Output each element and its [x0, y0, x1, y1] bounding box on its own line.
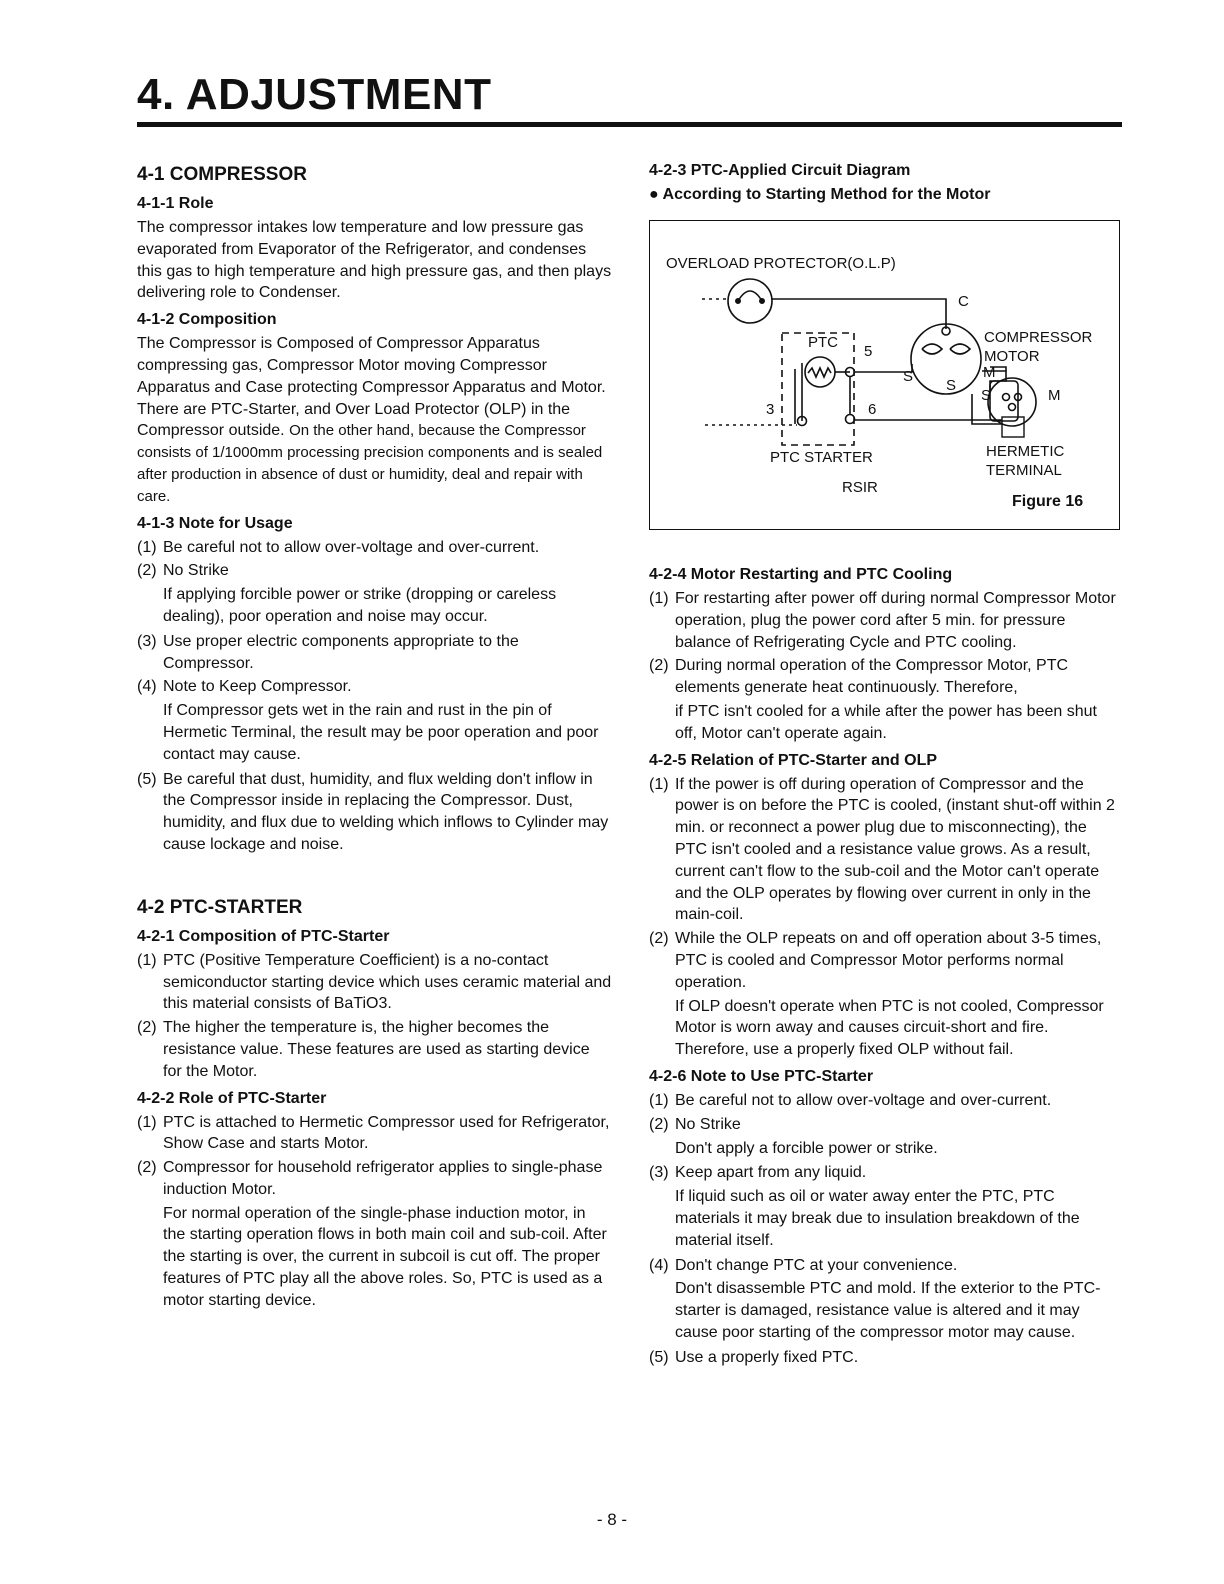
list-item-number: (1)	[649, 590, 669, 607]
ptc-composition-list	[137, 950, 612, 1083]
subsection-heading-ptc-composition: 4-2-1 Composition of PTC-Starter	[137, 927, 390, 945]
list-item	[137, 950, 612, 1015]
list-item-number: (5)	[137, 770, 157, 788]
composition-paragraph	[137, 333, 612, 507]
section-spacer	[137, 858, 612, 896]
list-item	[137, 769, 612, 856]
circuit-bullet: ● According to Starting Method for the Motor	[649, 186, 991, 203]
subsection-heading-circuit: 4-2-3 PTC-Applied Circuit Diagram	[649, 162, 911, 179]
subsection-heading-usage: 4-1-3 Note for Usage	[137, 514, 293, 532]
list-item-text: PTC (Positive Temperature Coefficient) is a no-contact semiconductor starting device which uses ceramic material and this material consists of BaTiO3.	[163, 951, 612, 1013]
list-item-text: Note to Keep Compressor.	[163, 678, 352, 696]
list-item-number: (5)	[649, 1348, 669, 1366]
list-item-text: No Strike	[163, 562, 229, 580]
list-item-detail: If Compressor gets wet in the rain and rust in the pin of Hermetic Terminal, the result may be poor operation and poor contact may cause.	[163, 702, 599, 763]
relation-list	[649, 774, 1119, 1061]
list-item-number: (2)	[137, 1019, 157, 1037]
label-ptc-starter: PTC STARTER	[770, 449, 873, 466]
section-heading-ptc-starter: 4-2 PTC-STARTER	[137, 896, 303, 918]
list-item-text: Use proper electric components appropriate to the Compressor.	[163, 632, 519, 672]
subsection-heading-composition: 4-1-2 Composition	[137, 311, 277, 329]
label-m-terminal: M	[1048, 387, 1061, 404]
list-item-detail: if PTC isn't cooled for a while after the power has been shut off, Motor can't operate again.	[675, 702, 1097, 742]
subsection-heading-relation: 4-2-5 Relation of PTC-Starter and OLP	[649, 751, 938, 769]
role-paragraph: The compressor intakes low temperature and low pressure gas evaporated from Evaporator of the Refrigerator, and condenses this gas to high temperature and high pressure gas, and then plays delivering role to Condenser.	[137, 219, 612, 302]
list-item-detail: If liquid such as oil or water away enter the PTC, PTC materials it may break due to insulation breakdown of the material itself.	[675, 1188, 1080, 1249]
list-item	[137, 1157, 612, 1201]
list-item	[137, 537, 612, 559]
list-item-text: For restarting after power off during normal Compressor Motor operation, plug the power cord after 5 min. for pressure balance of Refrigerating Cycle and PTC cooling.	[675, 590, 1116, 651]
figure-caption: Figure 16	[1012, 493, 1084, 510]
list-item	[649, 928, 1119, 993]
list-item	[137, 631, 612, 675]
section-heading-compressor: 4-1 COMPRESSOR	[137, 164, 307, 185]
label-c: C	[958, 293, 969, 310]
subsection-heading-restart: 4-2-4 Motor Restarting and PTC Cooling	[649, 566, 953, 583]
usage-list	[137, 537, 612, 856]
list-item-number: (2)	[137, 562, 157, 580]
list-item-detail: Don't disassemble PTC and mold. If the exterior to the PTC-starter is damaged, resistance value is altered and it may cause poor starting of the compressor motor may cause.	[675, 1280, 1101, 1341]
restart-list	[649, 588, 1119, 745]
circuit-diagram	[649, 220, 1120, 530]
hermetic-terminal-symbol	[988, 378, 1036, 426]
list-item-detail: For normal operation of the single-phase induction motor, in the starting operation flows in both main coil and sub-coil. After the starting is over, the current in subcoil is cut off. The proper features of PTC play all the above roles. So, PTC is used as a motor starting device.	[163, 1204, 607, 1309]
list-item	[137, 676, 612, 698]
list-item-detail: If OLP doesn't operate when PTC is not cooled, Compressor Motor is worn away and causes circuit-short and fire. Therefore, use a properly fixed OLP without fail.	[675, 997, 1104, 1059]
list-item-number: (2)	[137, 1159, 157, 1177]
list-item-number: (2)	[649, 657, 669, 675]
list-item-text: Compressor for household refrigerator applies to single-phase induction Motor.	[163, 1159, 603, 1198]
page-title: 4. ADJUSTMENT	[137, 70, 492, 119]
subsection-heading-use-note: 4-2-6 Note to Use PTC-Starter	[649, 1067, 874, 1085]
list-item	[649, 1090, 1119, 1112]
list-item-number: (3)	[649, 1164, 669, 1182]
list-item-text: No Strike	[675, 1115, 741, 1133]
olp-symbol	[728, 279, 772, 323]
ptc-role-list	[137, 1112, 612, 1312]
list-item-number: (2)	[649, 930, 669, 948]
list-item	[137, 560, 612, 582]
list-item	[649, 655, 1119, 699]
list-item-number: (4)	[649, 1256, 669, 1274]
label-compressor: COMPRESSOR	[984, 329, 1093, 346]
list-item-text: Be careful not to allow over-voltage and over-current.	[675, 1091, 1052, 1109]
left-column	[137, 163, 612, 1315]
list-item	[649, 588, 1119, 653]
list-item-number: (1)	[137, 951, 157, 969]
list-item-text: Be careful not to allow over-voltage and over-current.	[163, 538, 540, 556]
list-item	[649, 1255, 1119, 1277]
list-item-text: Keep apart from any liquid.	[675, 1164, 867, 1182]
list-item-text: The higher the temperature is, the higher becomes the resistance value. These features are used as starting device for the Motor.	[163, 1019, 590, 1080]
list-item-detail: Don't apply a forcible power or strike.	[675, 1139, 938, 1157]
composition-small-text: On the other hand, because the Compressor consists of 1/1000mm processing precision components and is sealed after production in absence of dust or humidity, deal and repair with care.	[137, 422, 603, 505]
list-item	[137, 1017, 612, 1082]
list-item	[649, 1162, 1119, 1184]
right-column	[649, 160, 1119, 1371]
label-rsir: RSIR	[842, 479, 878, 496]
list-item-number: (1)	[649, 775, 669, 793]
list-item-number: (1)	[137, 538, 157, 556]
label-s-terminal: S	[981, 387, 992, 404]
list-item-number: (3)	[137, 632, 157, 650]
label-hermetic: HERMETIC	[986, 443, 1065, 460]
label-s-inner: S	[903, 368, 914, 385]
list-item-text: Don't change PTC at your convenience.	[675, 1256, 958, 1274]
list-item	[137, 1112, 612, 1156]
page-number: - 8 -	[596, 1510, 628, 1529]
label-ptc: PTC	[808, 334, 838, 351]
list-item-number: (1)	[649, 1091, 669, 1109]
subsection-heading-role: 4-1-1 Role	[137, 195, 214, 212]
list-item-text: During normal operation of the Compressor Motor, PTC elements generate heat continuously. Therefore,	[675, 657, 1069, 697]
title-divider	[137, 122, 1122, 127]
list-item-number: (4)	[137, 678, 157, 696]
list-item-text: Be careful that dust, humidity, and flux welding don't inflow in the Compressor inside in replacing the Compressor. Dust, humidity, and flux due to welding which inflows to Cylinder may cause lockage and noise.	[163, 770, 609, 853]
composition-text: The Compressor is Composed of Compressor Apparatus compressing gas, Compressor Motor moving Compressor Apparatus and Case protecting Compressor Apparatus and Motor. There are PTC-Starter, and Over Load Protector (OLP) in the Compressor outside.	[137, 335, 606, 440]
list-item-number: (1)	[137, 1113, 157, 1131]
list-item-detail: If applying forcible power or strike (dropping or careless dealing), poor operation and noise may occur.	[163, 586, 557, 625]
label-m-upper: M	[983, 364, 996, 381]
list-item	[649, 1114, 1119, 1136]
list-item-text: PTC is attached to Hermetic Compressor used for Refrigerator, Show Case and starts Motor.	[163, 1113, 610, 1153]
list-item	[649, 774, 1119, 927]
label-pin-3: 3	[766, 401, 775, 418]
list-item-text: If the power is off during operation of Compressor and the power is on before the PTC is cooled, (instant shut-off within 2 min. or reconnect a power plug due to misconnecting), the PTC isn't cooled and a resistance value grows. As a result, current can't flow to the sub-coil and the Motor can't operate and the OLP operates by flowing over current in only in the main-coil.	[675, 775, 1115, 924]
list-item-text: While the OLP repeats on and off operation about 3-5 times, PTC is cooled and Compressor Motor performs normal operation.	[675, 930, 1102, 991]
label-pin-5: 5	[864, 343, 873, 360]
subsection-heading-ptc-role: 4-2-2 Role of PTC-Starter	[137, 1089, 327, 1107]
list-item	[649, 1347, 1119, 1369]
label-motor: MOTOR	[984, 348, 1040, 365]
label-s-outer: S	[946, 377, 957, 394]
use-note-list	[649, 1090, 1119, 1369]
label-pin-6: 6	[868, 401, 877, 418]
list-item-text: Use a properly fixed PTC.	[675, 1348, 859, 1366]
list-item-number: (2)	[649, 1115, 669, 1133]
label-terminal: TERMINAL	[986, 462, 1062, 479]
label-olp: OVERLOAD PROTECTOR(O.L.P)	[666, 255, 896, 272]
